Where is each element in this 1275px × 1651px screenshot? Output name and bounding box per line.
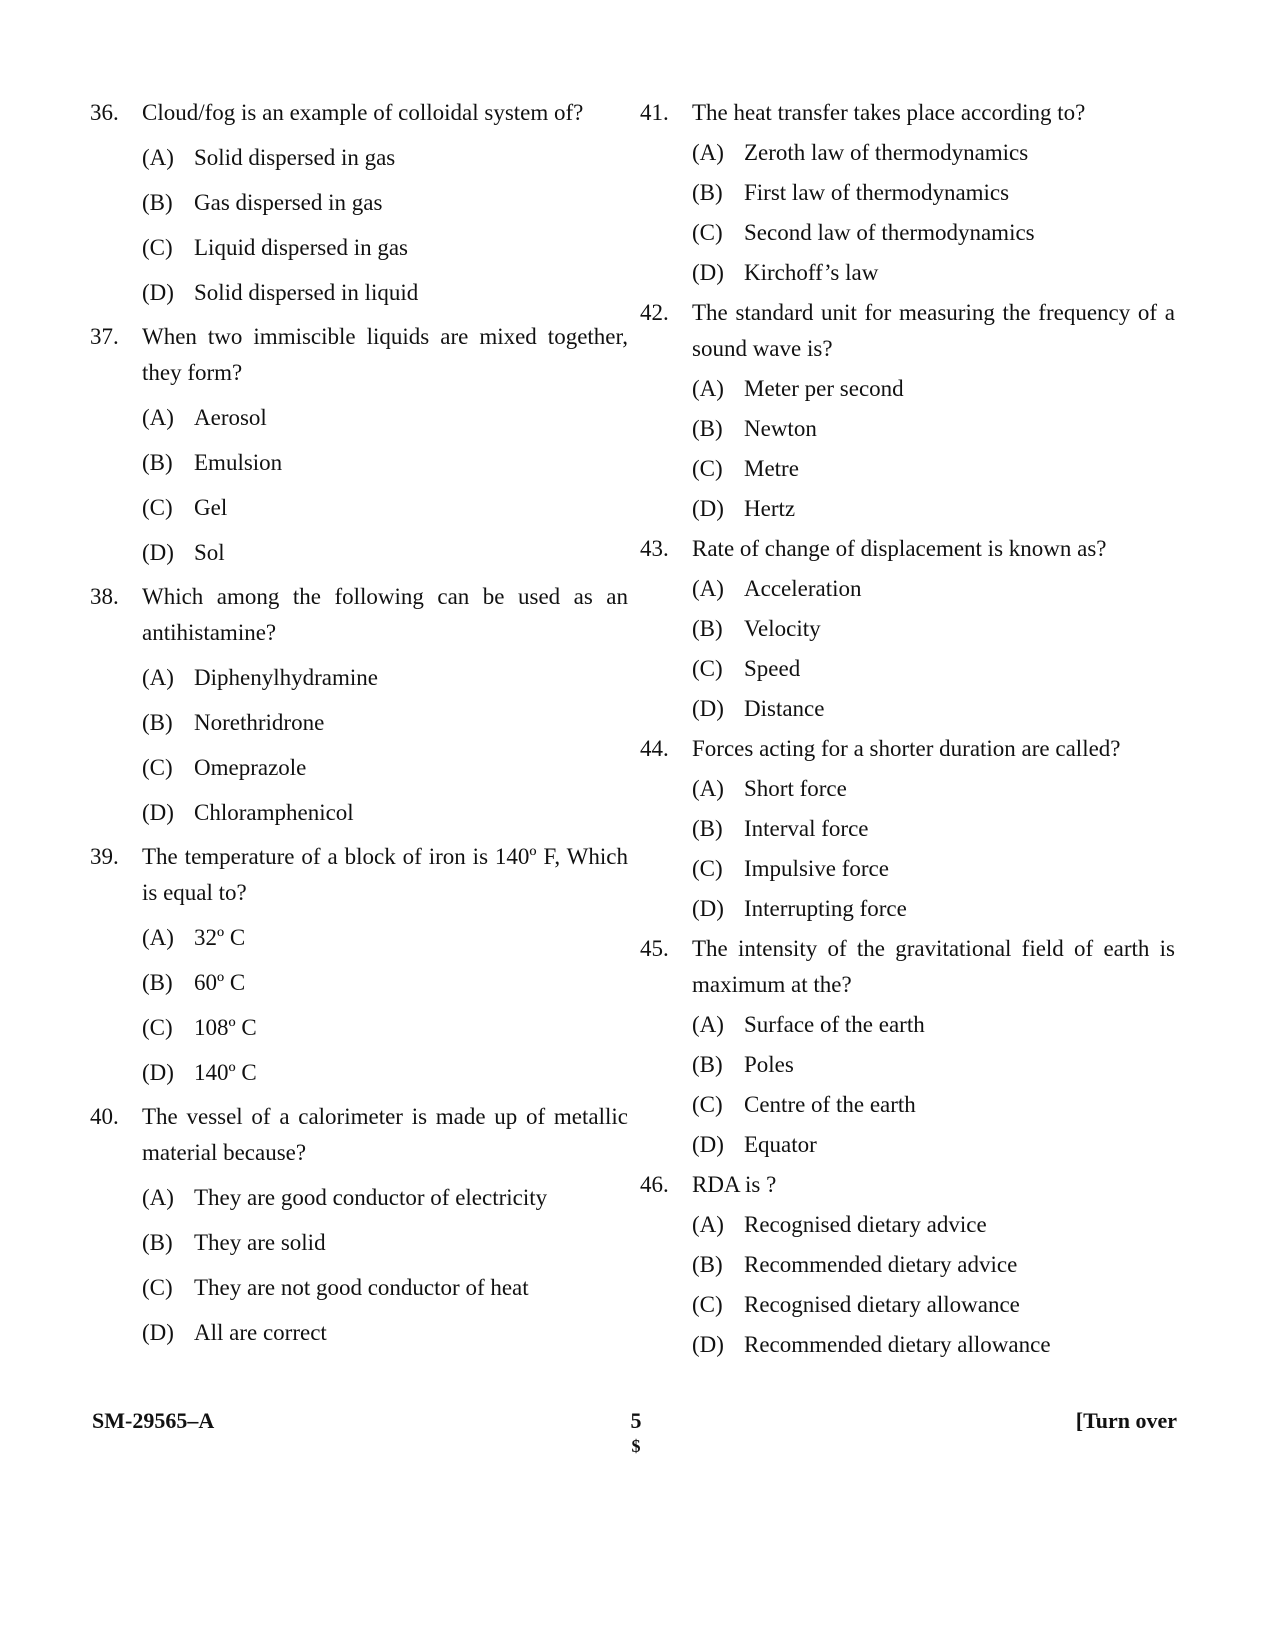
question-text: The intensity of the gravitational field of earth is maximum at the? xyxy=(692,936,1175,997)
option-text: Poles xyxy=(744,1052,794,1077)
answer-option xyxy=(692,371,1175,407)
option-text: Solid dispersed in gas xyxy=(194,145,396,170)
option-label: (B) xyxy=(142,710,173,735)
option-label: (D) xyxy=(142,540,174,565)
option-text: Diphenylhydramine xyxy=(194,665,378,690)
question xyxy=(90,319,628,391)
answer-option xyxy=(692,851,1175,887)
option-label: (C) xyxy=(692,456,723,481)
answer-option xyxy=(692,175,1175,211)
option-text: Recognised dietary advice xyxy=(744,1212,987,1237)
option-text: Kirchoff’s law xyxy=(744,260,879,285)
option-text: Second law of thermodynamics xyxy=(744,220,1035,245)
question-text: RDA is ? xyxy=(692,1172,777,1197)
option-label: (C) xyxy=(142,495,173,520)
question-number: 36. xyxy=(90,100,119,125)
question-number: 46. xyxy=(640,1172,669,1197)
option-text: Metre xyxy=(744,456,799,481)
option-text: Recommended dietary advice xyxy=(744,1252,1018,1277)
answer-option xyxy=(142,920,628,956)
option-text: Meter per second xyxy=(744,376,904,401)
option-label: (B) xyxy=(142,970,173,995)
answer-option xyxy=(142,1270,628,1306)
option-text: Hertz xyxy=(744,496,796,521)
option-text: Omeprazole xyxy=(194,755,307,780)
option-text: Speed xyxy=(744,656,801,681)
option-text: Acceleration xyxy=(744,576,862,601)
answer-option xyxy=(142,230,628,266)
answer-option xyxy=(692,1087,1175,1123)
answer-option xyxy=(692,611,1175,647)
answer-option xyxy=(692,1327,1175,1363)
page-number: 5 xyxy=(630,1408,642,1433)
answer-option xyxy=(142,1315,628,1351)
answer-option xyxy=(692,411,1175,447)
answer-option xyxy=(142,1225,628,1261)
answer-option xyxy=(692,451,1175,487)
option-text: They are not good conductor of heat xyxy=(194,1275,529,1300)
question xyxy=(640,931,1175,1003)
right-question-column xyxy=(640,95,1175,1363)
answer-option xyxy=(142,1180,628,1216)
question-number: 39. xyxy=(90,844,119,869)
question xyxy=(90,839,628,911)
question-number: 45. xyxy=(640,936,669,961)
question-number: 37. xyxy=(90,324,119,349)
question xyxy=(640,731,1175,767)
question-number: 43. xyxy=(640,536,669,561)
question-text: The vessel of a calorimeter is made up of metallic material because? xyxy=(142,1104,628,1165)
question-number: 44. xyxy=(640,736,669,761)
option-label: (D) xyxy=(142,280,174,305)
option-text: Velocity xyxy=(744,616,821,641)
option-text: Centre of the earth xyxy=(744,1092,916,1117)
option-label: (C) xyxy=(142,1275,173,1300)
option-label: (D) xyxy=(142,1060,174,1085)
option-label: (A) xyxy=(142,665,174,690)
answer-option xyxy=(142,490,628,526)
option-label: (C) xyxy=(692,220,723,245)
option-label: (A) xyxy=(692,1012,724,1037)
question-text: The temperature of a block of iron is 140º F, Which is equal to? xyxy=(142,844,628,905)
answer-option xyxy=(692,135,1175,171)
option-label: (B) xyxy=(142,190,173,215)
option-label: (A) xyxy=(692,776,724,801)
option-label: (D) xyxy=(692,1332,724,1357)
option-label: (B) xyxy=(692,1052,723,1077)
answer-option xyxy=(692,1127,1175,1163)
option-text: First law of thermodynamics xyxy=(744,180,1010,205)
option-label: (A) xyxy=(692,1212,724,1237)
turn-over-note: [Turn over xyxy=(1075,1408,1177,1433)
option-label: (B) xyxy=(142,450,173,475)
answer-option xyxy=(142,140,628,176)
option-text: Short force xyxy=(744,776,847,801)
option-text: Emulsion xyxy=(194,450,283,475)
answer-option xyxy=(142,400,628,436)
option-text: 108º C xyxy=(194,1015,257,1040)
option-label: (C) xyxy=(142,755,173,780)
answer-option xyxy=(142,1055,628,1091)
option-label: (B) xyxy=(142,1230,173,1255)
question-text: Cloud/fog is an example of colloidal system of? xyxy=(142,100,584,125)
answer-option xyxy=(142,965,628,1001)
option-label: (A) xyxy=(142,405,174,430)
option-label: (A) xyxy=(692,376,724,401)
answer-option xyxy=(142,660,628,696)
option-text: Interrupting force xyxy=(744,896,907,921)
option-label: (C) xyxy=(692,1292,723,1317)
option-label: (C) xyxy=(142,1015,173,1040)
paper-code: SM-29565–A xyxy=(92,1408,215,1433)
question xyxy=(640,1167,1175,1203)
option-text: Surface of the earth xyxy=(744,1012,925,1037)
answer-option xyxy=(142,275,628,311)
answer-option xyxy=(692,811,1175,847)
option-label: (D) xyxy=(692,1132,724,1157)
option-text: Liquid dispersed in gas xyxy=(194,235,408,260)
option-text: Norethridrone xyxy=(194,710,325,735)
option-label: (B) xyxy=(692,616,723,641)
option-label: (D) xyxy=(692,696,724,721)
option-label: (B) xyxy=(692,416,723,441)
answer-option xyxy=(142,445,628,481)
option-text: Chloramphenicol xyxy=(194,800,354,825)
option-label: (B) xyxy=(692,180,723,205)
question xyxy=(90,1099,628,1171)
answer-option xyxy=(142,705,628,741)
option-text: All are correct xyxy=(194,1320,327,1345)
question-text: The standard unit for measuring the frequency of a sound wave is? xyxy=(692,300,1175,361)
question-text: Which among the following can be used as an antihistamine? xyxy=(142,584,628,645)
option-text: Interval force xyxy=(744,816,869,841)
option-text: 32º C xyxy=(194,925,246,950)
answer-option xyxy=(692,571,1175,607)
question xyxy=(640,295,1175,367)
option-text: Zeroth law of thermodynamics xyxy=(744,140,1029,165)
answer-option xyxy=(692,1047,1175,1083)
option-label: (A) xyxy=(692,140,724,165)
option-label: (C) xyxy=(692,1092,723,1117)
answer-option xyxy=(142,795,628,831)
answer-option xyxy=(692,1247,1175,1283)
option-label: (B) xyxy=(692,816,723,841)
option-label: (D) xyxy=(692,260,724,285)
option-text: 60º C xyxy=(194,970,246,995)
option-text: They are good conductor of electricity xyxy=(194,1185,548,1210)
question-text: The heat transfer takes place according to? xyxy=(692,100,1086,125)
answer-option xyxy=(692,1007,1175,1043)
answer-option xyxy=(692,691,1175,727)
answer-option xyxy=(692,651,1175,687)
option-text: Distance xyxy=(744,696,825,721)
option-text: Newton xyxy=(744,416,817,441)
question-number: 41. xyxy=(640,100,669,125)
option-text: Recommended dietary allowance xyxy=(744,1332,1051,1357)
option-label: (A) xyxy=(142,1185,174,1210)
option-text: They are solid xyxy=(194,1230,326,1255)
question-text: Rate of change of displacement is known as? xyxy=(692,536,1107,561)
answer-option xyxy=(142,185,628,221)
option-text: Gel xyxy=(194,495,228,520)
answer-option xyxy=(692,215,1175,251)
question xyxy=(640,531,1175,567)
option-text: Recognised dietary allowance xyxy=(744,1292,1020,1317)
answer-option xyxy=(142,1010,628,1046)
answer-option xyxy=(692,891,1175,927)
question-number: 38. xyxy=(90,584,119,609)
option-text: Gas dispersed in gas xyxy=(194,190,383,215)
answer-option xyxy=(692,255,1175,291)
option-label: (C) xyxy=(692,856,723,881)
option-label: (A) xyxy=(692,576,724,601)
option-label: (C) xyxy=(692,656,723,681)
question-number: 42. xyxy=(640,300,669,325)
answer-option xyxy=(142,750,628,786)
option-text: Aerosol xyxy=(194,405,267,430)
option-text: Impulsive force xyxy=(744,856,889,881)
option-text: Solid dispersed in liquid xyxy=(194,280,419,305)
question-text: When two immiscible liquids are mixed together, they form? xyxy=(142,324,628,385)
question xyxy=(640,95,1175,131)
option-label: (B) xyxy=(692,1252,723,1277)
answer-option xyxy=(692,1287,1175,1323)
option-label: (C) xyxy=(142,235,173,260)
question xyxy=(90,579,628,651)
option-label: (A) xyxy=(142,925,174,950)
question-number: 40. xyxy=(90,1104,119,1129)
option-label: (D) xyxy=(142,800,174,825)
question-text: Forces acting for a shorter duration are called? xyxy=(692,736,1121,761)
question xyxy=(90,95,628,131)
option-text: Equator xyxy=(744,1132,817,1157)
option-label: (D) xyxy=(142,1320,174,1345)
option-text: Sol xyxy=(194,540,225,565)
option-label: (D) xyxy=(692,896,724,921)
answer-option xyxy=(142,535,628,571)
option-label: (A) xyxy=(142,145,174,170)
footer-mark: $ xyxy=(631,1436,641,1456)
answer-option xyxy=(692,771,1175,807)
option-text: 140º C xyxy=(194,1060,257,1085)
option-label: (D) xyxy=(692,496,724,521)
answer-option xyxy=(692,1207,1175,1243)
answer-option xyxy=(692,491,1175,527)
left-question-column xyxy=(90,95,628,1351)
